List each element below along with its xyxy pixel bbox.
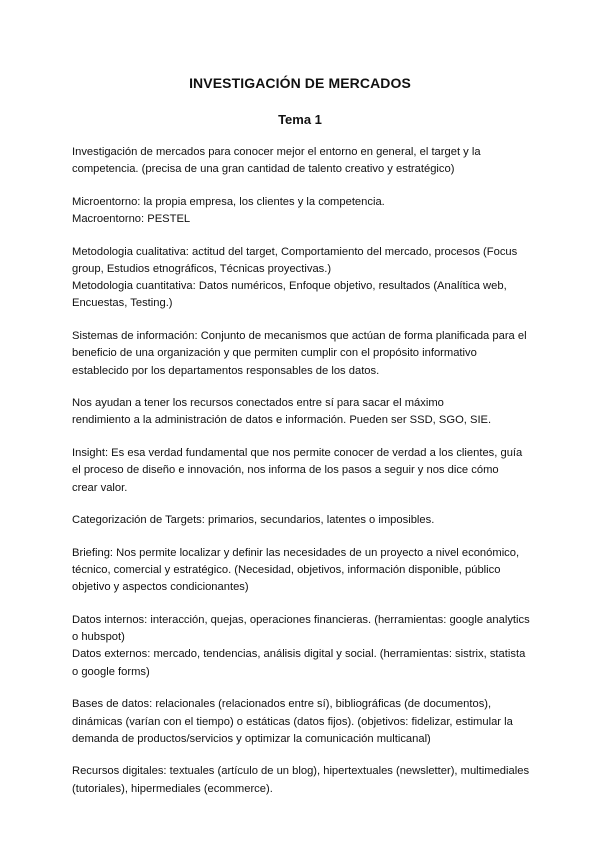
paragraph-line: Bases de datos: relacionales (relacionados entre sí), bibliográficas (de documentos), <box>72 698 492 711</box>
paragraph-line: Nos ayudan a tener los recursos conectados entre sí para sacar el máximo <box>72 397 444 410</box>
paragraph-line: Categorización de Targets: primarios, secundarios, latentes o imposibles. <box>72 514 435 527</box>
paragraph <box>72 144 540 178</box>
paragraph <box>72 244 540 313</box>
paragraph-line: beneficio de una organización y que permiten cumplir con el propósito informativo <box>72 347 477 360</box>
paragraph-line: rendimiento a la administración de datos e información. Pueden ser SSD, SGO, SIE. <box>72 414 492 427</box>
paragraph-line: (tutoriales), hipermediales (ecommerce). <box>72 782 273 795</box>
paragraph-line: group, Estudios etnográficos, Técnicas proyectivas.) <box>72 263 332 276</box>
paragraph-line: o hubspot) <box>72 631 125 644</box>
paragraph-line: técnico, comercial y estratégico. (Necesidad, objetivos, información disponible, público <box>72 564 501 577</box>
paragraph-line: Microentorno: la propia empresa, los clientes y la competencia. <box>72 195 385 208</box>
document-title: INVESTIGACIÓN DE MERCADOS <box>189 75 411 91</box>
paragraph-line: demanda de productos/servicios y optimizar la comunicación multicanal) <box>72 732 431 745</box>
paragraph-line: Recursos digitales: textuales (artículo de un blog), hipertextuales (newsletter), multimediales <box>72 765 530 778</box>
paragraph-line: establecido por los departamentos responsables de los datos. <box>72 364 380 377</box>
document-body <box>72 144 540 813</box>
paragraph-line: Macroentorno: PESTEL <box>72 213 191 226</box>
paragraph-line: Metodologia cuantitativa: Datos numéricos, Enfoque objetivo, resultados (Analítica web, <box>72 280 507 293</box>
paragraph <box>72 696 540 748</box>
paragraph-line: Sistemas de información: Conjunto de mecanismos que actúan de forma planificada para el <box>72 330 527 343</box>
paragraph <box>72 763 540 797</box>
paragraph-line: dinámicas (varían con el tiempo) o estáticas (datos fijos). (objetivos: fidelizar, estimular la <box>72 715 513 728</box>
paragraph <box>72 194 540 228</box>
paragraph <box>72 512 540 529</box>
paragraph <box>72 395 540 429</box>
document-subtitle: Tema 1 <box>278 112 322 127</box>
paragraph-line: Datos internos: interacción, quejas, operaciones financieras. (herramientas: google analytics <box>72 614 530 627</box>
paragraph-line: o google forms) <box>72 665 150 678</box>
paragraph <box>72 328 540 380</box>
paragraph <box>72 545 540 597</box>
paragraph <box>72 612 540 681</box>
paragraph <box>72 445 540 497</box>
paragraph-line: Investigación de mercados para conocer mejor el entorno en general, el target y la <box>72 146 481 158</box>
paragraph-line: Metodologia cualitativa: actitud del target, Comportamiento del mercado, procesos (Focus <box>72 245 518 258</box>
paragraph-line: objetivo y aspectos condicionantes) <box>72 581 249 594</box>
paragraph-line: Datos externos: mercado, tendencias, análisis digital y social. (herramientas: sistrix, statista <box>72 648 526 661</box>
paragraph-line: Encuestas, Testing.) <box>72 297 173 310</box>
paragraph-line: crear valor. <box>72 481 128 494</box>
paragraph-line: Briefing: Nos permite localizar y definir las necesidades de un proyecto a nivel económico, <box>72 546 520 559</box>
paragraph-line: el proceso de diseño e innovación, nos informa de los pasos a seguir y nos dice cómo <box>72 464 499 477</box>
paragraph-line: Insight: Es esa verdad fundamental que nos permite conocer de verdad a los clientes, guía <box>72 447 523 460</box>
paragraph-line: competencia. (precisa de una gran cantidad de talento creativo y estratégico) <box>72 163 455 176</box>
